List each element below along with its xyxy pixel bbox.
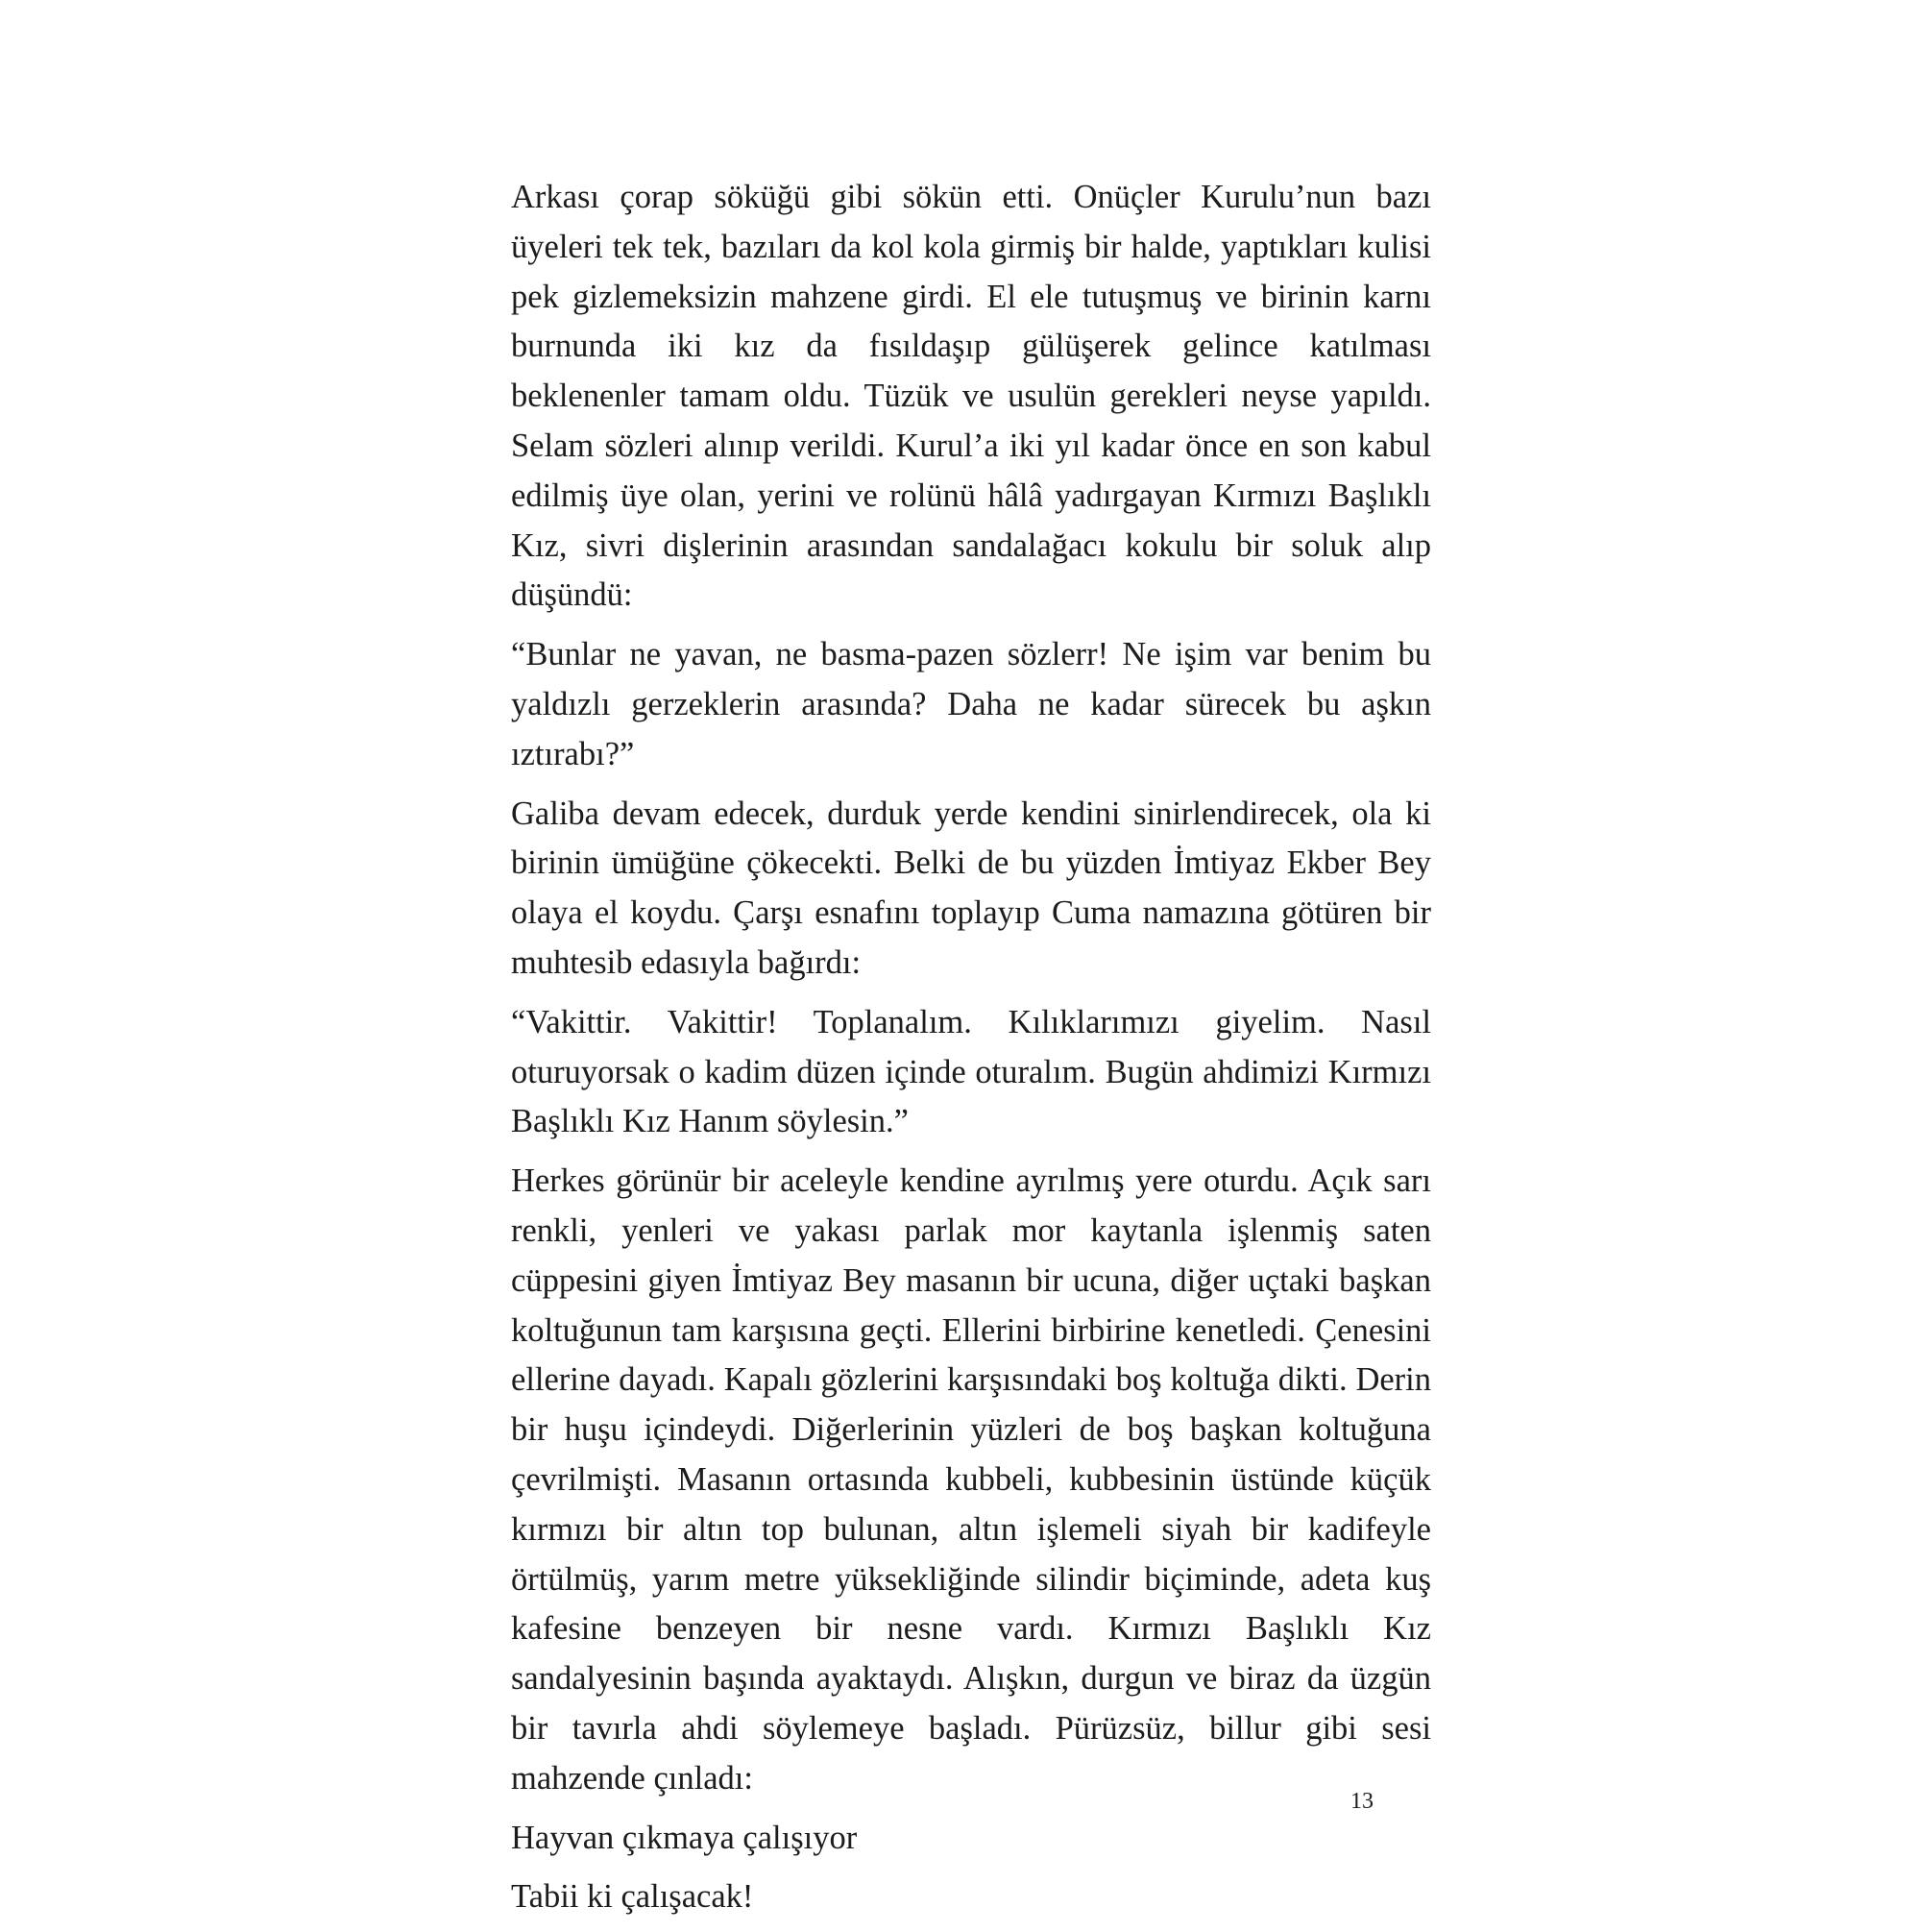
poem-line-1: Hayvan çıkmaya çalışıyor xyxy=(511,1819,858,1856)
paragraph-2: “Bunlar ne yavan, ne basma-pazen sözlerr! Ne işim var benim bu yaldızlı gerzeklerin arasında? Daha ne kadar sürecek bu aşkın ıztırabı?” xyxy=(511,636,1431,772)
paragraph-1: Arkası çorap söküğü gibi sökün etti. Onüçler Kurulu’nun bazı üyeleri tek tek, bazıları da kol kola girmiş bir halde, yaptıkları kulisi pek gizlemeksizin mahzene girdi. El ele tutuşmuş ve birinin karnı burnunda iki kız da fısıldaşıp gülüşerek gelince katılması beklenenler tamam oldu. Tüzük ve usulün gerekleri neyse yapıldı. Selam sözleri alınıp verildi. Kurul’a iki yıl kadar önce en son kabul edilmiş üye olan, yerini ve rolünü hâlâ yadırgayan Kırmızı Başlıklı Kız, sivri dişlerinin arasından sandalağacı kokulu bir soluk alıp düşündü: xyxy=(511,179,1431,614)
page-number: 13 xyxy=(1350,1789,1374,1814)
body-text xyxy=(511,173,1431,1932)
paragraph-5: Herkes görünür bir aceleyle kendine ayrılmış yere oturdu. Açık sarı renkli, yenleri ve yakası parlak mor kaytanla işlenmiş saten cüppesini giyen İmtiyaz Bey masanın bir ucuna, diğer uçtaki başkan koltuğunun tam karşısına geçti. Ellerini birbirine kenetledi. Çenesini ellerine dayadı. Kapalı gözlerini karşısındaki boş koltuğa dikti. Derin bir huşu içindeydi. Diğerlerinin yüzleri de boş başkan koltuğuna çevrilmişti. Masanın ortasında kubbeli, kubbesinin üstünde küçük kırmızı bir altın top bulunan, altın işlemeli siyah bir kadifeyle örtülmüş, yarım metre yüksekliğinde silindir biçiminde, adeta kuş kafesine benzeyen bir nesne vardı. Kırmızı Başlıklı Kız sandalyesinin başında ayaktaydı. Alışkın, durgun ve biraz da üzgün bir tavırla ahdi söylemeye başladı. Pürüzsüz, billur gibi sesi mahzende çınladı: xyxy=(511,1162,1431,1797)
paragraph-3: Galiba devam edecek, durduk yerde kendini sinirlendirecek, ola ki birinin ümüğüne çökecekti. Belki de bu yüzden İmtiyaz Ekber Bey olaya el koydu. Çarşı esnafını toplayıp Cuma namazına götüren bir muhtesib edasıyla bağırdı: xyxy=(511,795,1431,981)
poem-line-2: Tabii ki çalışacak! xyxy=(511,1878,754,1916)
paragraph-4: “Vakittir. Vakittir! Toplanalım. Kılıklarımızı giyelim. Nasıl oturuyorsak o kadim düzen içinde oturalım. Bugün ahdimizi Kırmızı Başlıklı Kız Hanım söylesin.” xyxy=(511,1003,1431,1140)
